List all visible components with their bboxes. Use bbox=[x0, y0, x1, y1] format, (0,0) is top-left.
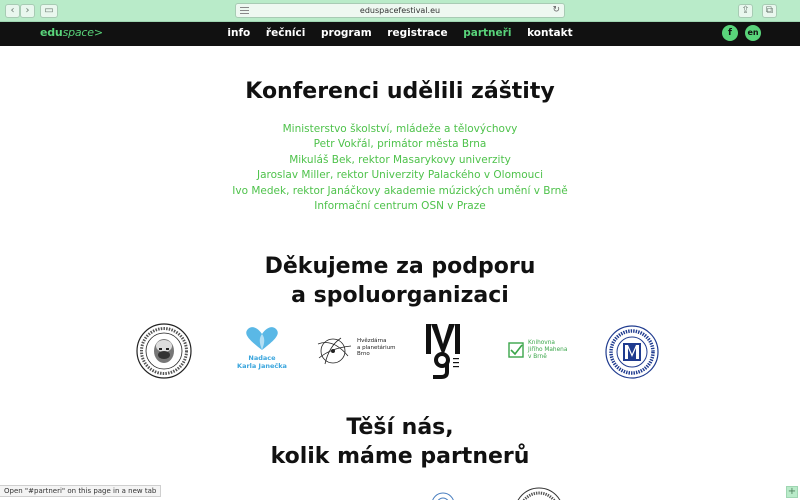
nadace-label-line2: Karla Janečka bbox=[237, 362, 287, 370]
hvezdarna-label-line1: Hvězdárna bbox=[357, 338, 387, 344]
menu-item-info[interactable]: info bbox=[227, 27, 251, 39]
language-switch-button[interactable]: en bbox=[745, 25, 761, 41]
patronage-item[interactable]: Petr Vokřál, primátor města Brna bbox=[313, 138, 487, 151]
nadace-karla-janecka-logo[interactable] bbox=[235, 326, 289, 378]
moravska-galerie-logo[interactable] bbox=[423, 322, 461, 380]
patronage-heading: Konferenci udělili záštity bbox=[245, 79, 555, 104]
new-tab-button[interactable]: + bbox=[787, 486, 797, 497]
main-menu bbox=[0, 27, 800, 39]
un-logo-partial[interactable] bbox=[431, 492, 455, 500]
support-heading bbox=[0, 252, 800, 310]
logo-text-italic: space> bbox=[62, 26, 103, 39]
forward-button[interactable]: › bbox=[20, 4, 35, 18]
patronage-item[interactable]: Ivo Medek, rektor Janáčkovy akademie múzických umění v Brně bbox=[232, 184, 568, 197]
knihovna-jiriho-mahena-logo[interactable] bbox=[508, 339, 578, 365]
browser-toolbar bbox=[0, 0, 800, 22]
address-bar[interactable] bbox=[235, 3, 565, 18]
seal-logo-partial[interactable] bbox=[514, 487, 564, 500]
partner-logo-partial[interactable] bbox=[236, 494, 242, 500]
hvezdarna-label-line3: Brno bbox=[357, 351, 370, 357]
share-button[interactable]: ⇪ bbox=[738, 4, 753, 18]
nadace-label-line1: Nadace bbox=[248, 354, 276, 362]
patronage-list bbox=[0, 122, 800, 214]
logo-text-bold: edu bbox=[40, 26, 63, 39]
knihovna-label-line1: Knihovna bbox=[528, 340, 555, 346]
knihovna-label-line2: Jiřího Mahena bbox=[528, 347, 568, 353]
support-heading-line1: Děkujeme za podporu bbox=[264, 254, 536, 279]
patronage-item[interactable]: Jaroslav Miller, rektor Univerzity Palackého v Olomouci bbox=[256, 169, 543, 182]
reader-icon[interactable] bbox=[240, 7, 249, 14]
patronage-item[interactable]: Ministerstvo školství, mládeže a tělovýchovy bbox=[282, 123, 518, 135]
menu-item-registrace[interactable]: registrace bbox=[387, 27, 448, 39]
sidebar-button[interactable]: ▭ bbox=[40, 4, 58, 18]
menu-item-partneri[interactable]: partneři bbox=[463, 27, 512, 39]
menu-item-program[interactable]: program bbox=[321, 27, 372, 39]
jamu-logo[interactable] bbox=[135, 322, 193, 380]
support-heading-line2: a spoluorganizaci bbox=[291, 283, 509, 308]
reload-icon[interactable]: ↻ bbox=[552, 5, 560, 15]
partners-heading bbox=[0, 413, 800, 471]
url-text: eduspacefestival.eu bbox=[359, 6, 441, 15]
back-button[interactable]: ‹ bbox=[5, 4, 20, 18]
menu-item-recnici[interactable]: řečníci bbox=[265, 27, 306, 39]
status-bar: Open "#partneri" on this page in a new tab bbox=[0, 485, 161, 497]
hvezdarna-label-line2: a planetárium bbox=[357, 344, 396, 351]
site-navbar bbox=[0, 22, 800, 46]
facebook-icon[interactable]: f bbox=[722, 25, 738, 41]
partners-heading-line2: kolik máme partnerů bbox=[270, 444, 530, 469]
masarykova-univerzita-logo[interactable] bbox=[604, 324, 660, 380]
patronage-item[interactable]: Informační centrum OSN v Praze bbox=[314, 200, 486, 213]
knihovna-label-line3: v Brně bbox=[528, 354, 547, 360]
tabs-button[interactable]: ⧉ bbox=[762, 4, 777, 18]
partners-heading-line1: Těší nás, bbox=[346, 415, 454, 440]
menu-item-kontakt[interactable]: kontakt bbox=[527, 27, 573, 39]
hvezdarna-brno-logo[interactable] bbox=[315, 334, 397, 370]
patronage-item[interactable]: Mikuláš Bek, rektor Masarykovy univerzity bbox=[289, 153, 511, 166]
